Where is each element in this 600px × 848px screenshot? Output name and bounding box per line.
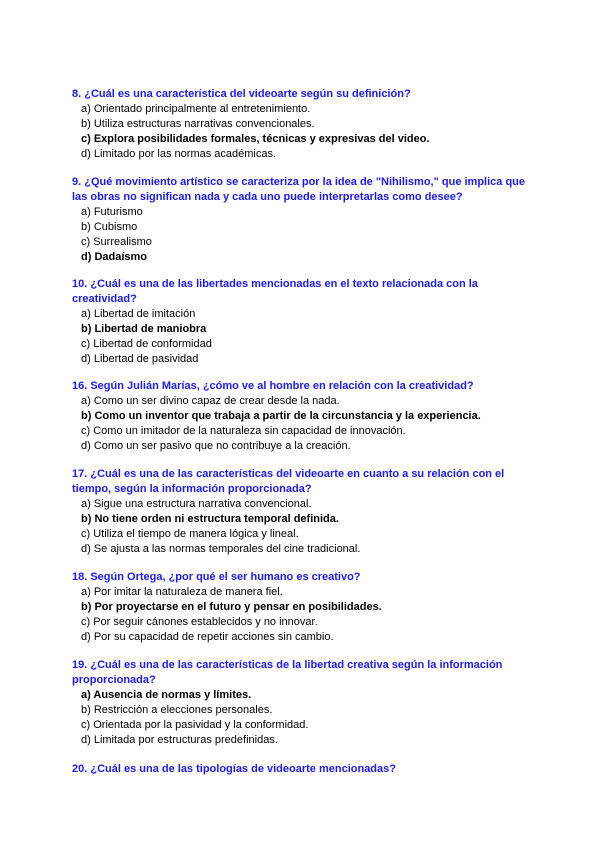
question-10 bbox=[72, 277, 542, 367]
question-17 bbox=[72, 467, 542, 557]
option-d: d) Limitada por estructuras predefinidas. bbox=[81, 734, 278, 746]
question-18 bbox=[72, 570, 542, 645]
option-d: d) Se ajusta a las normas temporales del cine tradicional. bbox=[81, 543, 361, 555]
option-c-correct: c) Explora posibilidades formales, técnicas y expresivas del video. bbox=[81, 133, 430, 145]
option-a: a) Libertad de imitación bbox=[81, 308, 196, 320]
question-title: 16. Según Julián Marías, ¿cómo ve al hombre en relación con la creatividad? bbox=[72, 380, 474, 392]
option-c: c) Utiliza el tiempo de manera lógica y lineal. bbox=[81, 528, 299, 540]
option-d: d) Limitado por las normas académicas. bbox=[81, 148, 277, 160]
question-title: 8. ¿Cuál es una característica del videoarte según su definición? bbox=[72, 88, 411, 100]
question-8 bbox=[72, 87, 542, 162]
option-b: b) Cubismo bbox=[81, 221, 138, 233]
question-20 bbox=[72, 762, 542, 777]
option-d: d) Libertad de pasividad bbox=[81, 353, 199, 365]
option-c: c) Como un imitador de la naturaleza sin capacidad de innovación. bbox=[81, 425, 406, 437]
option-d-correct: d) Dadaísmo bbox=[81, 251, 148, 263]
option-b: b) Utiliza estructuras narrativas convencionales. bbox=[81, 118, 315, 130]
question-title: 9. ¿Qué movimiento artístico se caracteriza por la idea de "Nihilismo," que implica que las obras no significan nada y cada uno puede interpretarlas como desee? bbox=[72, 176, 526, 203]
question-16 bbox=[72, 379, 542, 454]
option-b-correct: b) Libertad de maniobra bbox=[81, 323, 207, 335]
option-b: b) Restricción a elecciones personales. bbox=[81, 704, 273, 716]
question-title: 18. Según Ortega, ¿por qué el ser humano es creativo? bbox=[72, 571, 361, 583]
option-b-correct: b) Por proyectarse en el futuro y pensar en posibilidades. bbox=[81, 601, 382, 613]
question-title: 10. ¿Cuál es una de las libertades mencionadas en el texto relacionada con la creatividad? bbox=[72, 278, 478, 305]
question-9 bbox=[72, 175, 542, 265]
option-c: c) Libertad de conformidad bbox=[81, 338, 212, 350]
option-c: c) Orientada por la pasividad y la conformidad. bbox=[81, 719, 309, 731]
option-d: d) Por su capacidad de repetir acciones sin cambio. bbox=[81, 631, 334, 643]
question-19 bbox=[72, 658, 542, 748]
option-a-correct: a) Ausencia de normas y límites. bbox=[81, 689, 252, 701]
option-a: a) Sigue una estructura narrativa convencional. bbox=[81, 498, 312, 510]
question-title: 17. ¿Cuál es una de las características del videoarte en cuanto a su relación con el tiempo, según la información proporcionada? bbox=[72, 468, 505, 495]
option-a: a) Como un ser divino capaz de crear desde la nada. bbox=[81, 395, 340, 407]
option-a: a) Por imitar la naturaleza de manera fiel. bbox=[81, 586, 283, 598]
option-d: d) Como un ser pasivo que no contribuye a la creación. bbox=[81, 440, 351, 452]
option-a: a) Orientado principalmente al entretenimiento. bbox=[81, 103, 311, 115]
option-b-correct: b) Como un inventor que trabaja a partir de la circunstancia y la experiencia. bbox=[81, 410, 481, 422]
option-c: c) Por seguir cánones establecidos y no innovar. bbox=[81, 616, 318, 628]
option-a: a) Futurismo bbox=[81, 206, 143, 218]
option-b-correct: b) No tiene orden ni estructura temporal definida. bbox=[81, 513, 339, 525]
question-title: 20. ¿Cuál es una de las tipologías de videoarte mencionadas? bbox=[72, 763, 396, 775]
question-title: 19. ¿Cuál es una de las características de la libertad creativa según la información proporcionada? bbox=[72, 659, 503, 686]
option-c: c) Surrealismo bbox=[81, 236, 152, 248]
